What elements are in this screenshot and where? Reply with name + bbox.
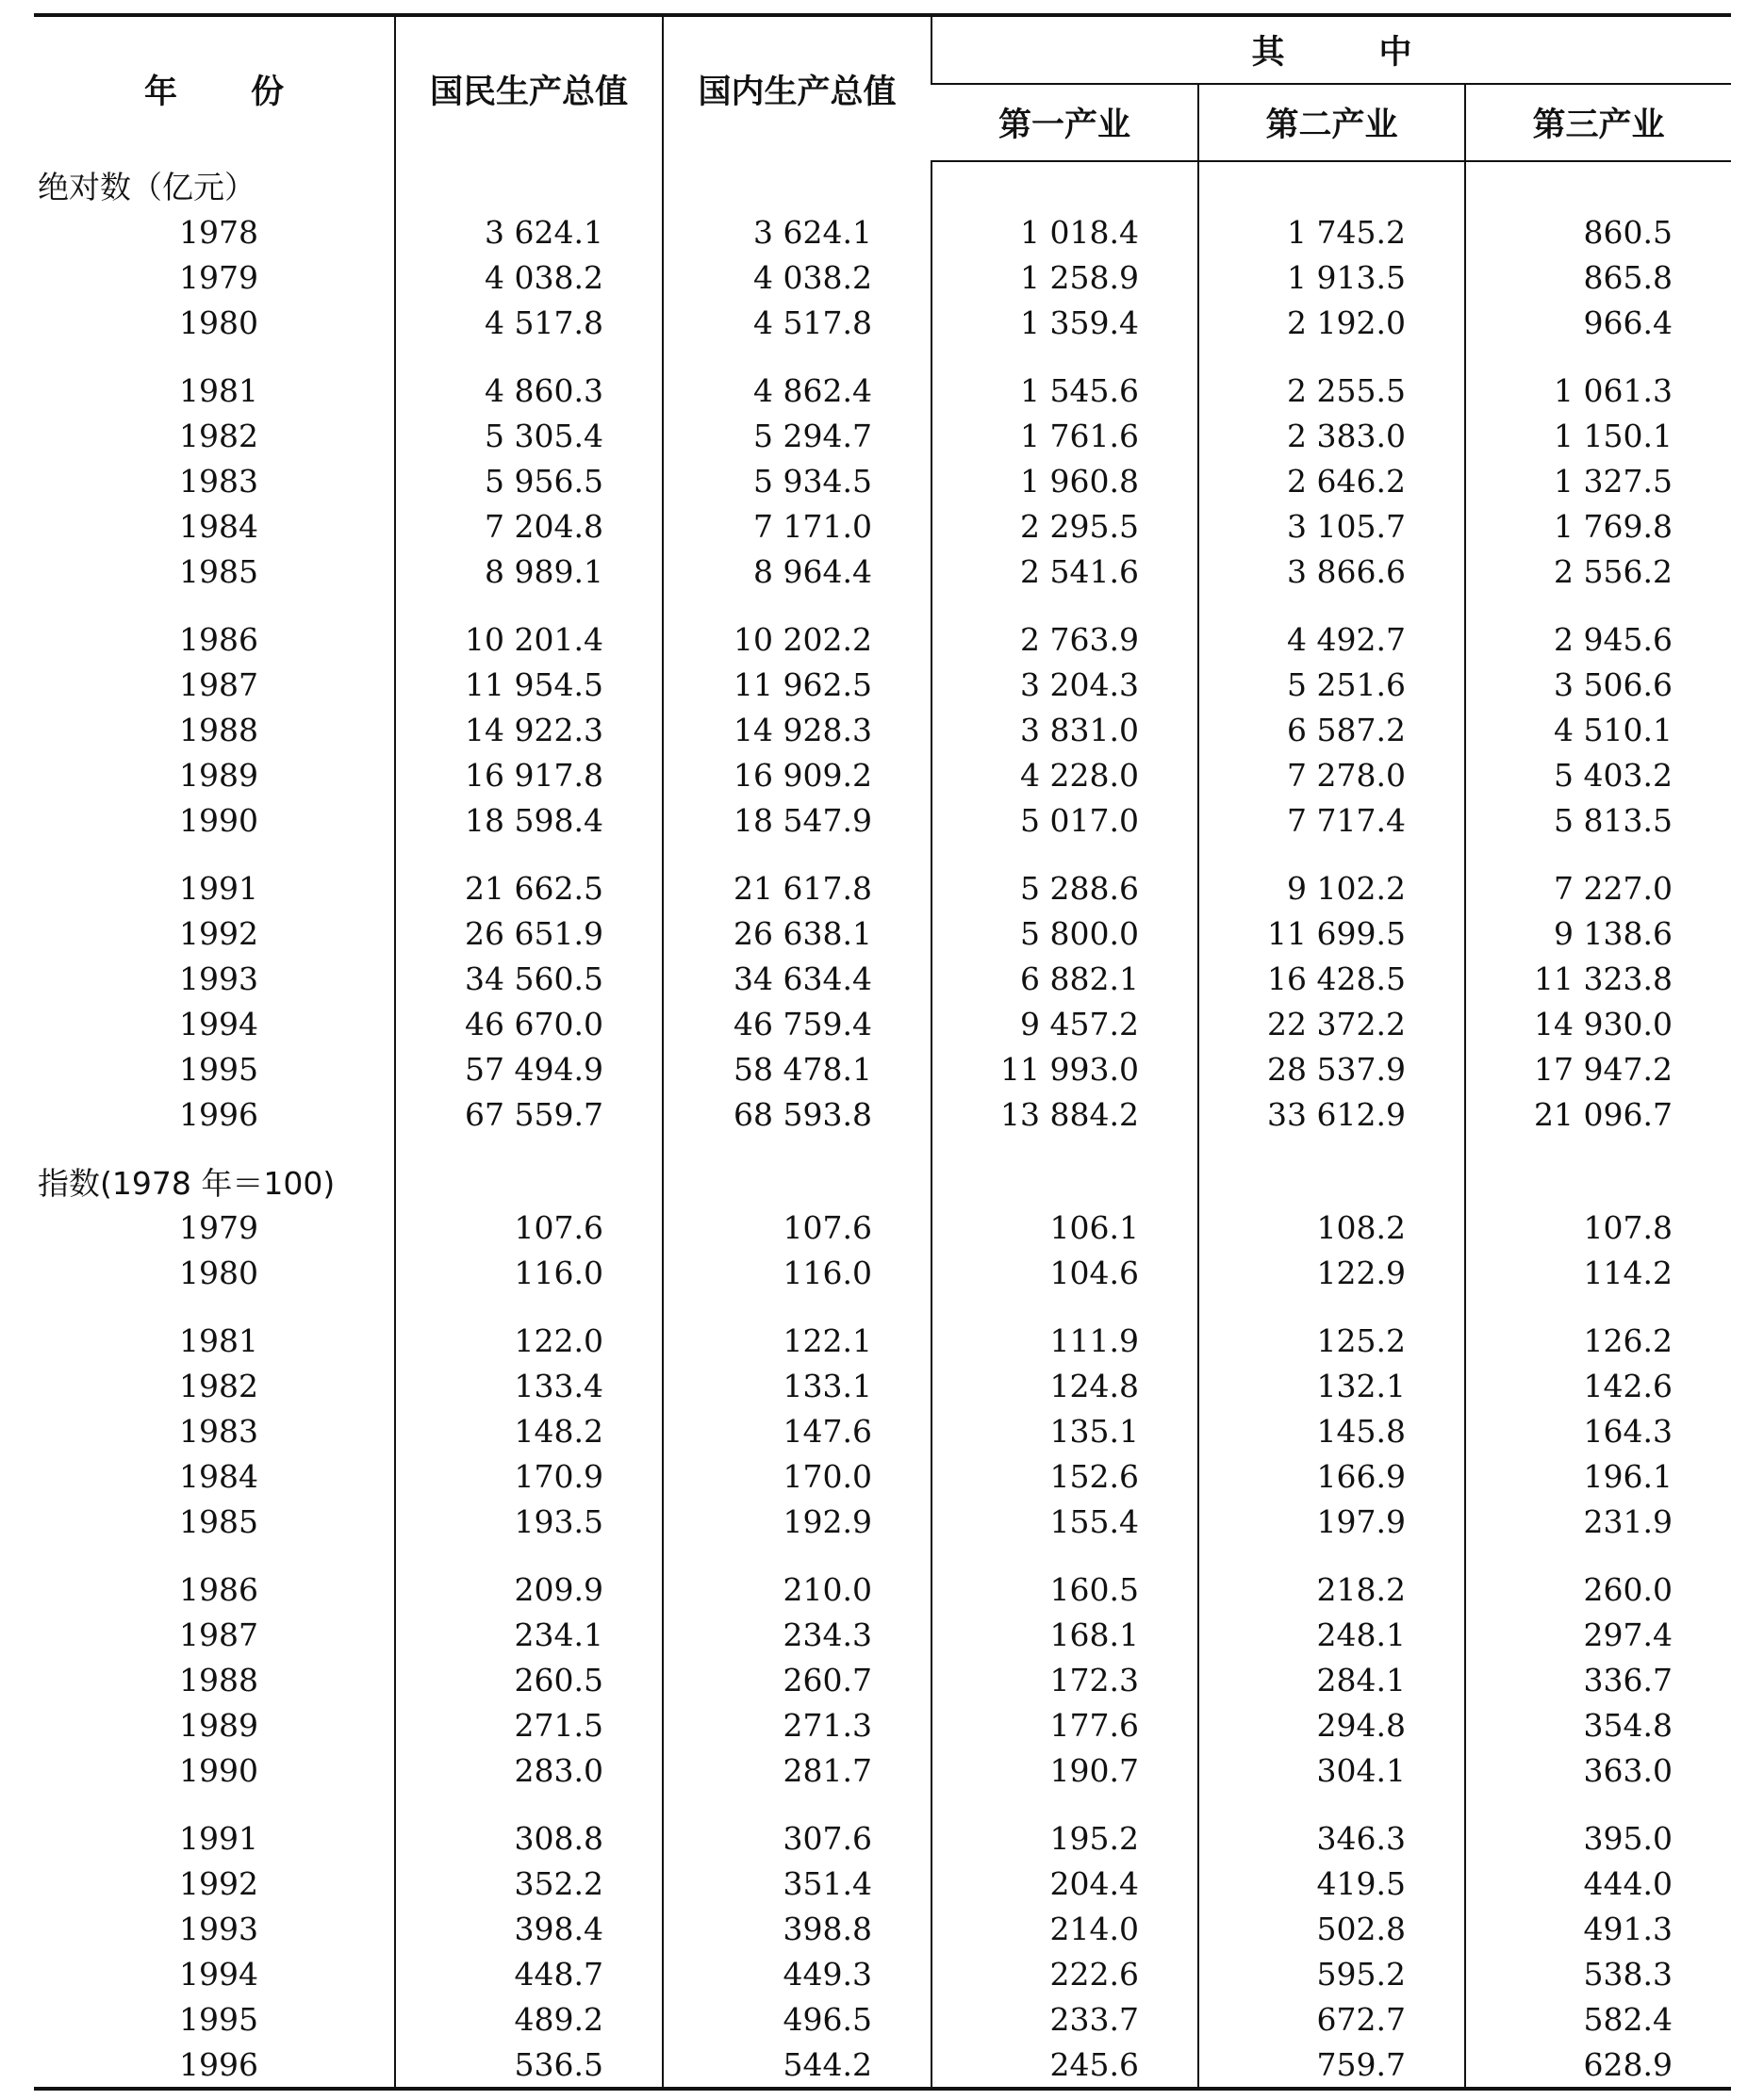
gnp-cell: 107.6: [395, 1205, 663, 1250]
secondary-cell: 6 587.2: [1198, 707, 1465, 752]
tertiary-cell: 142.6: [1465, 1363, 1731, 1408]
tertiary-cell: 491.3: [1465, 1906, 1731, 1951]
primary-cell: 106.1: [931, 1205, 1198, 1250]
primary-cell: 4 228.0: [931, 752, 1198, 797]
header-of-which: 其中: [931, 15, 1731, 84]
secondary-cell: 2 383.0: [1198, 413, 1465, 458]
section-title: 指数(1978 年＝100): [38, 1164, 336, 1202]
gdp-cell: 496.5: [663, 1996, 931, 2042]
table-row: [34, 956, 1731, 1001]
gnp-cell: 536.5: [395, 2042, 663, 2089]
gdp-cell: 271.3: [663, 1702, 931, 1747]
gdp-cell: 133.1: [663, 1363, 931, 1408]
primary-cell: 6 882.1: [931, 956, 1198, 1001]
year-cell: 1987: [179, 1616, 258, 1653]
secondary-cell: 759.7: [1198, 2042, 1465, 2089]
secondary-cell: 5 251.6: [1198, 662, 1465, 707]
table-row: [34, 1951, 1731, 1996]
table-row: [34, 843, 1731, 911]
year-cell: 1983: [179, 1412, 258, 1450]
tertiary-cell: 538.3: [1465, 1951, 1731, 1996]
secondary-cell: 419.5: [1198, 1861, 1465, 1906]
gnp-cell: 193.5: [395, 1499, 663, 1544]
header-primary-industry: 第一产业: [931, 84, 1198, 161]
tertiary-cell: 196.1: [1465, 1453, 1731, 1499]
year-cell: 1995: [179, 1050, 258, 1088]
primary-cell: 5 800.0: [931, 911, 1198, 956]
primary-cell: 1 545.6: [931, 345, 1198, 413]
table-row: [34, 1747, 1731, 1793]
tertiary-cell: 5 403.2: [1465, 752, 1731, 797]
year-cell: 1980: [179, 1254, 258, 1291]
gdp-statistics-table: [34, 13, 1731, 2091]
year-cell: 1989: [179, 1706, 258, 1744]
year-cell: 1994: [179, 1955, 258, 1993]
secondary-cell: 16 428.5: [1198, 956, 1465, 1001]
year-cell: 1979: [179, 258, 258, 296]
primary-cell: 2 763.9: [931, 594, 1198, 662]
secondary-cell: 248.1: [1198, 1612, 1465, 1657]
year-cell: 1986: [179, 1570, 258, 1608]
gdp-cell: 5 294.7: [663, 413, 931, 458]
gnp-cell: 4 860.3: [395, 345, 663, 413]
primary-cell: 152.6: [931, 1453, 1198, 1499]
secondary-cell: 108.2: [1198, 1205, 1465, 1250]
year-cell: 1980: [179, 304, 258, 341]
tertiary-cell: 14 930.0: [1465, 1001, 1731, 1046]
table-row: [34, 345, 1731, 413]
year-cell: 1995: [179, 2000, 258, 2038]
gnp-cell: 46 670.0: [395, 1001, 663, 1046]
header-tertiary-industry: 第三产业: [1465, 84, 1731, 161]
tertiary-cell: 21 096.7: [1465, 1091, 1731, 1137]
header-gnp: 国民生产总值: [395, 15, 663, 161]
year-cell: 1991: [179, 869, 258, 907]
secondary-cell: 22 372.2: [1198, 1001, 1465, 1046]
table-row: [34, 1091, 1731, 1137]
gdp-cell: 281.7: [663, 1747, 931, 1793]
primary-cell: 222.6: [931, 1951, 1198, 1996]
table-row: [34, 413, 1731, 458]
tertiary-cell: 865.8: [1465, 254, 1731, 300]
table-row: [34, 1046, 1731, 1091]
secondary-cell: 7 717.4: [1198, 797, 1465, 843]
gdp-cell: 46 759.4: [663, 1001, 931, 1046]
primary-cell: 204.4: [931, 1861, 1198, 1906]
year-cell: 1987: [179, 665, 258, 703]
header-secondary-industry: 第二产业: [1198, 84, 1465, 161]
gdp-cell: 7 171.0: [663, 503, 931, 549]
primary-cell: 11 993.0: [931, 1046, 1198, 1091]
empty-cell: [1465, 1137, 1731, 1205]
primary-cell: 2 541.6: [931, 549, 1198, 594]
primary-cell: 214.0: [931, 1906, 1198, 1951]
secondary-cell: 125.2: [1198, 1295, 1465, 1363]
table-row: [34, 1544, 1731, 1612]
gnp-cell: 14 922.3: [395, 707, 663, 752]
primary-cell: 9 457.2: [931, 1001, 1198, 1046]
gnp-cell: 5 956.5: [395, 458, 663, 503]
year-cell: 1994: [179, 1005, 258, 1042]
tertiary-cell: 107.8: [1465, 1205, 1731, 1250]
table-row: [34, 503, 1731, 549]
primary-cell: 245.6: [931, 2042, 1198, 2089]
gdp-cell: 26 638.1: [663, 911, 931, 956]
empty-cell: [1465, 161, 1731, 209]
table-row: [34, 662, 1731, 707]
gdp-cell: 58 478.1: [663, 1046, 931, 1091]
gdp-cell: 5 934.5: [663, 458, 931, 503]
gdp-cell: 307.6: [663, 1793, 931, 1861]
gdp-cell: 122.1: [663, 1295, 931, 1363]
gdp-cell: 3 624.1: [663, 209, 931, 254]
gnp-cell: 7 204.8: [395, 503, 663, 549]
gnp-cell: 352.2: [395, 1861, 663, 1906]
primary-cell: 1 359.4: [931, 300, 1198, 345]
tertiary-cell: 297.4: [1465, 1612, 1731, 1657]
tertiary-cell: 164.3: [1465, 1408, 1731, 1453]
gdp-cell: 18 547.9: [663, 797, 931, 843]
table-row: [34, 1612, 1731, 1657]
section-title: 绝对数（亿元）: [38, 169, 256, 205]
tertiary-cell: 1 327.5: [1465, 458, 1731, 503]
table-row: [34, 300, 1731, 345]
gnp-cell: 234.1: [395, 1612, 663, 1657]
tertiary-cell: 231.9: [1465, 1499, 1731, 1544]
secondary-cell: 294.8: [1198, 1702, 1465, 1747]
secondary-cell: 145.8: [1198, 1408, 1465, 1453]
gdp-cell: 234.3: [663, 1612, 931, 1657]
gdp-cell: 116.0: [663, 1250, 931, 1295]
year-cell: 1991: [179, 1819, 258, 1857]
gnp-cell: 283.0: [395, 1747, 663, 1793]
table-row: [34, 752, 1731, 797]
gdp-cell: 10 202.2: [663, 594, 931, 662]
primary-cell: 190.7: [931, 1747, 1198, 1793]
table-row: [34, 1861, 1731, 1906]
year-cell: 1988: [179, 1661, 258, 1698]
year-cell: 1978: [179, 213, 258, 251]
tertiary-cell: 582.4: [1465, 1996, 1731, 2042]
year-cell: 1982: [179, 1367, 258, 1404]
table-row: [34, 1499, 1731, 1544]
secondary-cell: 304.1: [1198, 1747, 1465, 1793]
gnp-cell: 271.5: [395, 1702, 663, 1747]
gdp-cell: 398.8: [663, 1906, 931, 1951]
tertiary-cell: 966.4: [1465, 300, 1731, 345]
table-row: [34, 911, 1731, 956]
section-header-row: [34, 1137, 1731, 1205]
tertiary-cell: 4 510.1: [1465, 707, 1731, 752]
gdp-cell: 449.3: [663, 1951, 931, 1996]
tertiary-cell: 444.0: [1465, 1861, 1731, 1906]
tertiary-cell: 3 506.6: [1465, 662, 1731, 707]
gdp-cell: 68 593.8: [663, 1091, 931, 1137]
table-row: [34, 1906, 1731, 1951]
tertiary-cell: 354.8: [1465, 1702, 1731, 1747]
table-row: [34, 209, 1731, 254]
primary-cell: 1 960.8: [931, 458, 1198, 503]
secondary-cell: 1 913.5: [1198, 254, 1465, 300]
primary-cell: 177.6: [931, 1702, 1198, 1747]
year-cell: 1985: [179, 1502, 258, 1540]
secondary-cell: 672.7: [1198, 1996, 1465, 2042]
tertiary-cell: 5 813.5: [1465, 797, 1731, 843]
gdp-cell: 4 862.4: [663, 345, 931, 413]
primary-cell: 1 258.9: [931, 254, 1198, 300]
secondary-cell: 132.1: [1198, 1363, 1465, 1408]
primary-cell: 2 295.5: [931, 503, 1198, 549]
table-row: [34, 254, 1731, 300]
gnp-cell: 133.4: [395, 1363, 663, 1408]
year-cell: 1996: [34, 2042, 395, 2089]
primary-cell: 1 761.6: [931, 413, 1198, 458]
gnp-cell: 10 201.4: [395, 594, 663, 662]
year-cell: 1981: [179, 371, 258, 409]
empty-cell: [663, 1137, 931, 1205]
year-cell: 1983: [179, 462, 258, 500]
year-cell: 1992: [179, 914, 258, 952]
gdp-cell: 4 038.2: [663, 254, 931, 300]
gnp-cell: 11 954.5: [395, 662, 663, 707]
empty-cell: [1198, 1137, 1465, 1205]
empty-cell: [931, 1137, 1198, 1205]
secondary-cell: 284.1: [1198, 1657, 1465, 1702]
gdp-cell: 210.0: [663, 1544, 931, 1612]
secondary-cell: 4 492.7: [1198, 594, 1465, 662]
table-row: [34, 1001, 1731, 1046]
gnp-cell: 122.0: [395, 1295, 663, 1363]
primary-cell: 124.8: [931, 1363, 1198, 1408]
table-row: [34, 797, 1731, 843]
primary-cell: 160.5: [931, 1544, 1198, 1612]
tertiary-cell: 363.0: [1465, 1747, 1731, 1793]
gdp-cell: 21 617.8: [663, 843, 931, 911]
secondary-cell: 2 646.2: [1198, 458, 1465, 503]
gnp-cell: 26 651.9: [395, 911, 663, 956]
primary-cell: 104.6: [931, 1250, 1198, 1295]
gdp-cell: 351.4: [663, 1861, 931, 1906]
secondary-cell: 346.3: [1198, 1793, 1465, 1861]
gnp-cell: 57 494.9: [395, 1046, 663, 1091]
year-cell: 1996: [179, 1095, 258, 1133]
gdp-cell: 4 517.8: [663, 300, 931, 345]
gnp-cell: 209.9: [395, 1544, 663, 1612]
year-cell: 1990: [179, 801, 258, 839]
year-cell: 1992: [179, 1864, 258, 1902]
table-row: [34, 1250, 1731, 1295]
tertiary-cell: 260.0: [1465, 1544, 1731, 1612]
header-gdp: 国内生产总值: [663, 15, 931, 161]
tertiary-cell: 860.5: [1465, 209, 1731, 254]
gnp-cell: 21 662.5: [395, 843, 663, 911]
table-row: [34, 458, 1731, 503]
gdp-cell: 147.6: [663, 1408, 931, 1453]
secondary-cell: 9 102.2: [1198, 843, 1465, 911]
gnp-cell: 448.7: [395, 1951, 663, 1996]
tertiary-cell: 2 556.2: [1465, 549, 1731, 594]
year-cell: 1990: [179, 1751, 258, 1789]
primary-cell: 13 884.2: [931, 1091, 1198, 1137]
table-row: [34, 1702, 1731, 1747]
gnp-cell: 398.4: [395, 1906, 663, 1951]
table-row: [34, 1793, 1731, 1861]
tertiary-cell: 1 150.1: [1465, 413, 1731, 458]
gnp-cell: 3 624.1: [395, 209, 663, 254]
primary-cell: 5 288.6: [931, 843, 1198, 911]
secondary-cell: 3 866.6: [1198, 549, 1465, 594]
primary-cell: 233.7: [931, 1996, 1198, 2042]
gdp-cell: 170.0: [663, 1453, 931, 1499]
primary-cell: 172.3: [931, 1657, 1198, 1702]
gnp-cell: 170.9: [395, 1453, 663, 1499]
table-row: [34, 1295, 1731, 1363]
year-cell: 1988: [179, 711, 258, 748]
gnp-cell: 260.5: [395, 1657, 663, 1702]
year-cell: 1981: [179, 1321, 258, 1359]
primary-cell: 3 204.3: [931, 662, 1198, 707]
gnp-cell: 34 560.5: [395, 956, 663, 1001]
tertiary-cell: 336.7: [1465, 1657, 1731, 1702]
table-row: [34, 1205, 1731, 1250]
gnp-cell: 308.8: [395, 1793, 663, 1861]
table-row: [34, 549, 1731, 594]
gdp-cell: 260.7: [663, 1657, 931, 1702]
year-cell: 1985: [179, 552, 258, 590]
table-row: [34, 1657, 1731, 1702]
secondary-cell: 122.9: [1198, 1250, 1465, 1295]
empty-cell: [395, 161, 663, 209]
table-row: [34, 1363, 1731, 1408]
gnp-cell: 148.2: [395, 1408, 663, 1453]
table-header: [34, 15, 1731, 161]
secondary-cell: 502.8: [1198, 1906, 1465, 1951]
table-row: [34, 1453, 1731, 1499]
empty-cell: [663, 161, 931, 209]
tertiary-cell: 395.0: [1465, 1793, 1731, 1861]
table-row: [34, 1408, 1731, 1453]
gnp-cell: 4 517.8: [395, 300, 663, 345]
primary-cell: 195.2: [931, 1793, 1198, 1861]
tertiary-cell: 2 945.6: [1465, 594, 1731, 662]
gnp-cell: 67 559.7: [395, 1091, 663, 1137]
secondary-cell: 11 699.5: [1198, 911, 1465, 956]
year-cell: 1982: [179, 417, 258, 454]
secondary-cell: 166.9: [1198, 1453, 1465, 1499]
primary-cell: 155.4: [931, 1499, 1198, 1544]
gnp-cell: 4 038.2: [395, 254, 663, 300]
gdp-cell: 14 928.3: [663, 707, 931, 752]
secondary-cell: 197.9: [1198, 1499, 1465, 1544]
tertiary-cell: 126.2: [1465, 1295, 1731, 1363]
primary-cell: 5 017.0: [931, 797, 1198, 843]
gdp-cell: 107.6: [663, 1205, 931, 1250]
secondary-cell: 2 255.5: [1198, 345, 1465, 413]
table-row: [34, 2042, 1731, 2089]
gdp-cell: 8 964.4: [663, 549, 931, 594]
year-cell: 1989: [179, 756, 258, 794]
primary-cell: 111.9: [931, 1295, 1198, 1363]
primary-cell: 135.1: [931, 1408, 1198, 1453]
gnp-cell: 489.2: [395, 1996, 663, 2042]
table-row: [34, 1996, 1731, 2042]
secondary-cell: 28 537.9: [1198, 1046, 1465, 1091]
primary-cell: 168.1: [931, 1612, 1198, 1657]
year-cell: 1984: [179, 1457, 258, 1495]
tertiary-cell: 114.2: [1465, 1250, 1731, 1295]
year-cell: 1993: [179, 1910, 258, 1947]
header-year: 年份: [34, 15, 395, 161]
year-cell: 1979: [179, 1208, 258, 1246]
tertiary-cell: 1 061.3: [1465, 345, 1731, 413]
gnp-cell: 5 305.4: [395, 413, 663, 458]
primary-cell: 1 018.4: [931, 209, 1198, 254]
gdp-cell: 192.9: [663, 1499, 931, 1544]
tertiary-cell: 1 769.8: [1465, 503, 1731, 549]
gnp-cell: 116.0: [395, 1250, 663, 1295]
gdp-cell: 11 962.5: [663, 662, 931, 707]
secondary-cell: 595.2: [1198, 1951, 1465, 1996]
secondary-cell: 7 278.0: [1198, 752, 1465, 797]
secondary-cell: 2 192.0: [1198, 300, 1465, 345]
tertiary-cell: 7 227.0: [1465, 843, 1731, 911]
gdp-cell: 34 634.4: [663, 956, 931, 1001]
empty-cell: [395, 1137, 663, 1205]
gdp-cell: 544.2: [663, 2042, 931, 2089]
year-cell: 1993: [179, 960, 258, 997]
secondary-cell: 33 612.9: [1198, 1091, 1465, 1137]
gnp-cell: 18 598.4: [395, 797, 663, 843]
table-row: [34, 707, 1731, 752]
gnp-cell: 16 917.8: [395, 752, 663, 797]
table-body: [34, 161, 1731, 2089]
year-cell: 1984: [179, 507, 258, 545]
tertiary-cell: 9 138.6: [1465, 911, 1731, 956]
tertiary-cell: 17 947.2: [1465, 1046, 1731, 1091]
section-header-row: [34, 161, 1731, 209]
empty-cell: [931, 161, 1198, 209]
secondary-cell: 218.2: [1198, 1544, 1465, 1612]
tertiary-cell: 628.9: [1465, 2042, 1731, 2089]
gnp-cell: 8 989.1: [395, 549, 663, 594]
secondary-cell: 1 745.2: [1198, 209, 1465, 254]
year-cell: 1986: [179, 620, 258, 658]
empty-cell: [1198, 161, 1465, 209]
tertiary-cell: 11 323.8: [1465, 956, 1731, 1001]
table-row: [34, 594, 1731, 662]
secondary-cell: 3 105.7: [1198, 503, 1465, 549]
primary-cell: 3 831.0: [931, 707, 1198, 752]
gdp-cell: 16 909.2: [663, 752, 931, 797]
